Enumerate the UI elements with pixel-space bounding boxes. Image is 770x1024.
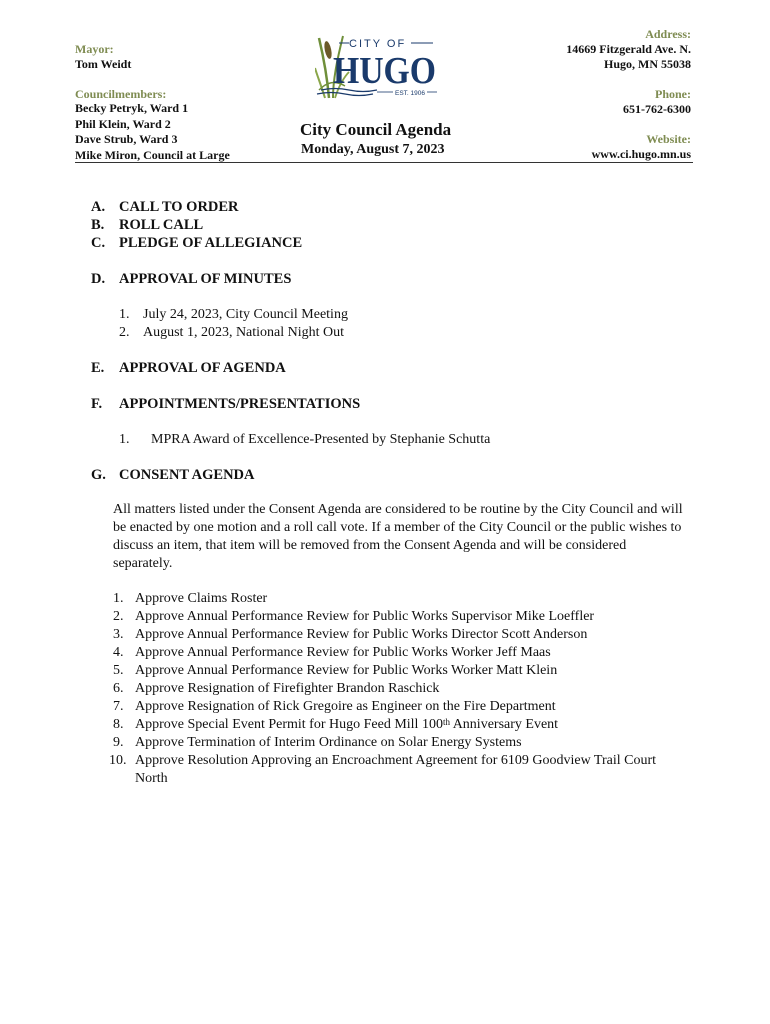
city-logo: [315, 30, 445, 105]
mayor-label: Mayor:: [75, 42, 114, 56]
city-logo-graphic: [315, 30, 445, 105]
website-label: Website:: [646, 132, 691, 146]
item-text-after: Anniversary Event: [449, 717, 559, 732]
address-line: 14669 Fitzgerald Ave. N.: [566, 42, 691, 56]
item-text: Approve Termination of Interim Ordinance on Solar Energy Systems: [135, 735, 522, 750]
list-item: [119, 306, 348, 324]
item-number: 4.: [113, 645, 124, 660]
item-number: 5.: [113, 663, 124, 678]
councilmember: Becky Petryk, Ward 1: [75, 101, 189, 115]
item-number: 8.: [113, 717, 124, 732]
section-letter: E.: [91, 360, 105, 376]
item-text-before: Approve Special Event Permit for Hugo Feed Mill 100: [135, 717, 443, 732]
section-appointments: [91, 395, 360, 413]
list-item: [109, 752, 688, 788]
address: [566, 42, 691, 72]
item-text: Approve Annual Performance Review for Public Works Supervisor Mike Loeffler: [135, 609, 595, 624]
item-text: Approve Resolution Approving an Encroachment Agreement for 6109 Goodview Trail Court North: [135, 753, 657, 786]
phone-number: 651-762-6300: [623, 102, 691, 116]
item-text: Approve Annual Performance Review for Public Works Worker Matt Klein: [135, 663, 558, 678]
section-title: ROLL CALL: [119, 217, 204, 233]
header-divider: [75, 162, 693, 163]
list-item: [113, 608, 688, 626]
address-label: Address:: [645, 27, 691, 41]
section-approval-of-minutes: [91, 270, 291, 288]
section-letter: C.: [91, 235, 106, 251]
website-link[interactable]: www.ci.hugo.mn.us: [591, 147, 691, 161]
item-number: 3.: [113, 627, 124, 642]
section-title: APPROVAL OF AGENDA: [119, 360, 286, 376]
list-item: [113, 716, 688, 734]
section-pledge: [91, 234, 302, 252]
section-title: CONSENT AGENDA: [119, 467, 255, 483]
list-item: [113, 662, 688, 680]
logo-hugo-text: HUGO: [333, 50, 436, 92]
councilmember: Phil Klein, Ward 2: [75, 116, 171, 131]
section-letter: F.: [91, 396, 103, 412]
councilmember: Mike Miron, Council at Large: [75, 147, 230, 162]
item-number: 1.: [113, 591, 124, 606]
item-text: Approve Annual Performance Review for Public Works Worker Jeff Maas: [135, 645, 551, 660]
item-text: MPRA Award of Excellence-Presented by Stephanie Schutta: [151, 432, 491, 447]
item-text: Approve Annual Performance Review for Public Works Director Scott Anderson: [135, 627, 588, 642]
section-title: CALL TO ORDER: [119, 199, 239, 215]
list-item: [113, 626, 688, 644]
mayor-name: Tom Weidt: [75, 57, 132, 71]
item-number: 9.: [113, 735, 124, 750]
councilmember: Dave Strub, Ward 3: [75, 132, 178, 146]
logo-city-of-text: CITY OF: [349, 38, 407, 50]
item-number: 6.: [113, 681, 124, 696]
item-text: July 24, 2023, City Council Meeting: [143, 307, 348, 322]
address-line: Hugo, MN 55038: [604, 57, 691, 71]
section-consent-agenda: [91, 466, 255, 484]
councilmembers-list: [75, 101, 230, 163]
consent-agenda-description: All matters listed under the Consent Agenda are considered to be routine by the City Council and will be enacted by one motion and a roll call vote. If a member of the City Council or the public wishes to discuss an item, that item will be removed from the Consent Agenda and will be considered separately.: [113, 502, 683, 571]
item-text: Approve Resignation of Firefighter Brandon Raschick: [135, 681, 440, 696]
section-letter: A.: [91, 199, 106, 215]
item-text: August 1, 2023, National Night Out: [143, 325, 345, 340]
section-title: PLEDGE OF ALLEGIANCE: [119, 235, 303, 251]
item-text: Approve Resignation of Rick Gregoire as Engineer on the Fire Department: [135, 699, 556, 714]
phone-label: Phone:: [655, 87, 691, 101]
item-text: Approve Claims Roster: [135, 591, 268, 606]
item-number: 7.: [113, 699, 124, 714]
list-item: [119, 431, 490, 449]
list-item: [113, 644, 688, 662]
list-item: [113, 734, 688, 752]
section-title: APPOINTMENTS/PRESENTATIONS: [119, 396, 361, 412]
item-number: 1.: [119, 432, 130, 447]
agenda-date: Monday, August 7, 2023: [301, 142, 445, 157]
item-number: 2.: [119, 325, 130, 340]
councilmembers-label: Councilmembers:: [75, 87, 167, 101]
list-item: [119, 324, 344, 342]
item-number: 10.: [109, 753, 127, 768]
section-letter: G.: [91, 467, 106, 483]
list-item: [113, 680, 688, 698]
section-roll-call: [91, 216, 203, 234]
section-letter: D.: [91, 271, 106, 287]
item-number: 2.: [113, 609, 124, 624]
section-approval-of-agenda: [91, 359, 286, 377]
section-letter: B.: [91, 217, 105, 233]
list-item: [113, 590, 688, 608]
list-item: [113, 698, 688, 716]
consent-agenda-list: [109, 590, 688, 788]
agenda-title: City Council Agenda: [300, 120, 452, 139]
section-call-to-order: [91, 198, 239, 216]
superscript: th: [442, 717, 450, 727]
section-title: APPROVAL OF MINUTES: [119, 271, 292, 287]
item-number: 1.: [119, 307, 130, 322]
logo-est-text: EST. 1906: [395, 90, 425, 97]
